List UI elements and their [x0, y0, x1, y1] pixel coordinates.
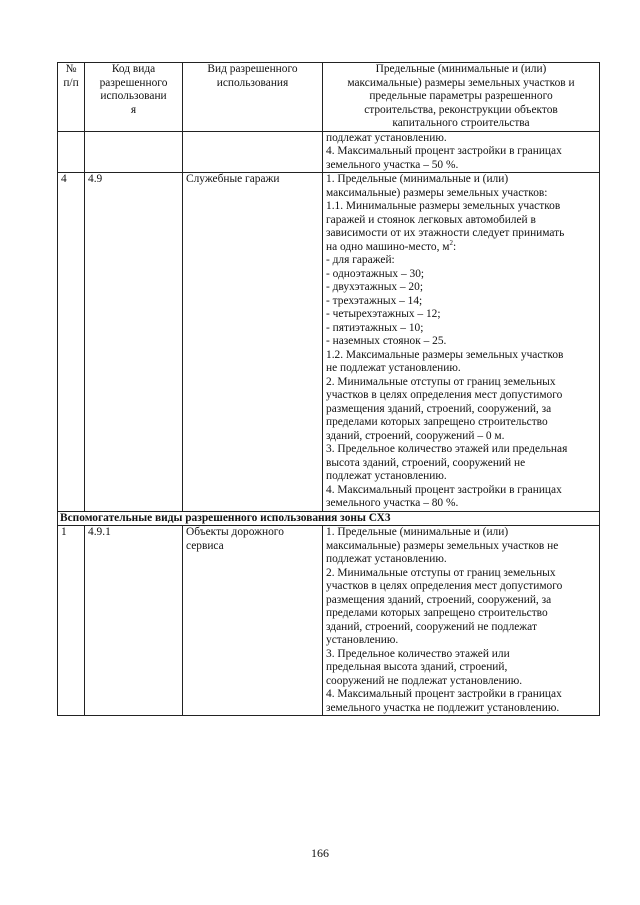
header-params — [323, 63, 600, 132]
param-line: - пятиэтажных – 10; — [326, 321, 424, 334]
param-line: 3. Предельное количество этажей или предельная — [326, 443, 568, 455]
header-num — [58, 63, 85, 132]
param-line: подлежат установлению. — [326, 131, 447, 144]
param-line: участков в целях определения мест допустимого — [326, 580, 563, 592]
header-line: п/п — [63, 76, 79, 89]
param-line: максимальные) размеры земельных участков: — [326, 186, 548, 199]
use-line: Объекты дорожного — [186, 526, 284, 538]
unit-text: на одно машино-место, м — [326, 240, 450, 253]
param-line: не подлежат установлению. — [326, 362, 461, 374]
row-use — [183, 131, 323, 173]
row-params — [323, 131, 600, 173]
param-line: установлению. — [326, 634, 399, 646]
header-line: я — [130, 103, 137, 116]
param-line: зависимости от их этажности следует принимать — [326, 227, 565, 239]
row-use: Служебные гаражи — [183, 173, 323, 512]
param-line: подлежат установлению. — [326, 470, 447, 482]
row-num — [58, 131, 85, 173]
param-line: высота зданий, строений, сооружений не — [326, 456, 526, 469]
param-line: - четырехэтажных – 12; — [326, 308, 441, 320]
header-code — [85, 63, 183, 132]
header-line: Вид разрешенного — [207, 63, 298, 75]
param-line-unit — [326, 238, 596, 255]
table-row — [58, 131, 600, 173]
table-row — [58, 173, 600, 512]
param-line: гаражей и стоянок легковых автомобилей в — [326, 213, 536, 226]
param-line: - одноэтажных – 30; — [326, 267, 425, 280]
param-line: земельного участка не подлежит установлению. — [326, 701, 560, 714]
param-line: размещения зданий, строений, сооружений, за — [326, 402, 552, 415]
row-use — [183, 526, 323, 716]
param-line: земельного участка – 50 %. — [326, 158, 459, 171]
param-line: 3. Предельное количество этажей или — [326, 647, 510, 660]
row-code: 4.9.1 — [85, 526, 183, 716]
param-line: - наземных стоянок – 25. — [326, 335, 447, 347]
header-use — [183, 63, 323, 132]
param-line: предельная высота зданий, строений, — [326, 661, 508, 673]
param-line: зданий, строений, сооружений – 0 м. — [326, 429, 505, 442]
param-line: 4. Максимальный процент застройки в границах — [326, 145, 562, 157]
param-line: размещения зданий, строений, сооружений, за — [326, 593, 552, 606]
param-line: 1. Предельные (минимальные и (или) — [326, 526, 509, 538]
header-line: № — [65, 63, 77, 75]
regulations-table — [57, 62, 600, 716]
use-line: сервиса — [186, 539, 224, 552]
header-line: использовани — [100, 90, 167, 102]
row-params — [323, 526, 600, 716]
header-line: использования — [216, 76, 289, 89]
row-code — [85, 131, 183, 173]
param-line: сооружений не подлежат установлению. — [326, 674, 523, 687]
param-line: земельного участка – 80 %. — [326, 497, 459, 509]
unit-superscript: 2 — [449, 238, 453, 247]
row-num: 4 — [58, 173, 85, 512]
param-line: максимальные) размеры земельных участков не — [326, 539, 559, 552]
page-number: 166 — [311, 846, 329, 860]
section-row — [58, 511, 600, 526]
param-line: 1.2. Максимальные размеры земельных участков — [326, 348, 564, 361]
param-line: участков в целях определения мест допустимого — [326, 389, 563, 401]
param-line: 1. Предельные (минимальные и (или) — [326, 173, 509, 185]
unit-tail: : — [452, 240, 457, 253]
param-line: 1.1. Минимальные размеры земельных участков — [326, 200, 561, 212]
header-line: капитального строительства — [392, 117, 530, 129]
section-title: Вспомогательные виды разрешенного использования зоны СХ3 — [58, 511, 600, 526]
header-line: Код вида — [111, 63, 156, 75]
param-line: - трехэтажных – 14; — [326, 294, 423, 307]
header-line: Предельные (минимальные и (или) — [375, 63, 547, 75]
row-params — [323, 173, 600, 512]
header-line: максимальные) размеры земельных участков и — [347, 76, 575, 89]
row-code: 4.9 — [85, 173, 183, 512]
table-header-row — [58, 63, 600, 132]
param-line: зданий, строений, сооружений не подлежат — [326, 620, 537, 633]
param-line: - двухэтажных – 20; — [326, 281, 423, 293]
table-row — [58, 526, 600, 716]
param-line: 4. Максимальный процент застройки в границах — [326, 688, 562, 700]
param-line: 2. Минимальные отступы от границ земельных — [326, 566, 556, 579]
param-line: пределами которых запрещено строительство — [326, 607, 548, 619]
param-line: 4. Максимальный процент застройки в границах — [326, 483, 562, 496]
param-line: пределами которых запрещено строительство — [326, 416, 548, 428]
param-line: - для гаражей: — [326, 254, 395, 266]
param-line: 2. Минимальные отступы от границ земельных — [326, 375, 556, 388]
header-line: строительства, реконструкции объектов — [364, 103, 558, 116]
header-line: разрешенного — [99, 76, 168, 89]
header-line: предельные параметры разрешенного — [369, 90, 553, 102]
row-num: 1 — [58, 526, 85, 716]
param-line: подлежат установлению. — [326, 553, 447, 565]
